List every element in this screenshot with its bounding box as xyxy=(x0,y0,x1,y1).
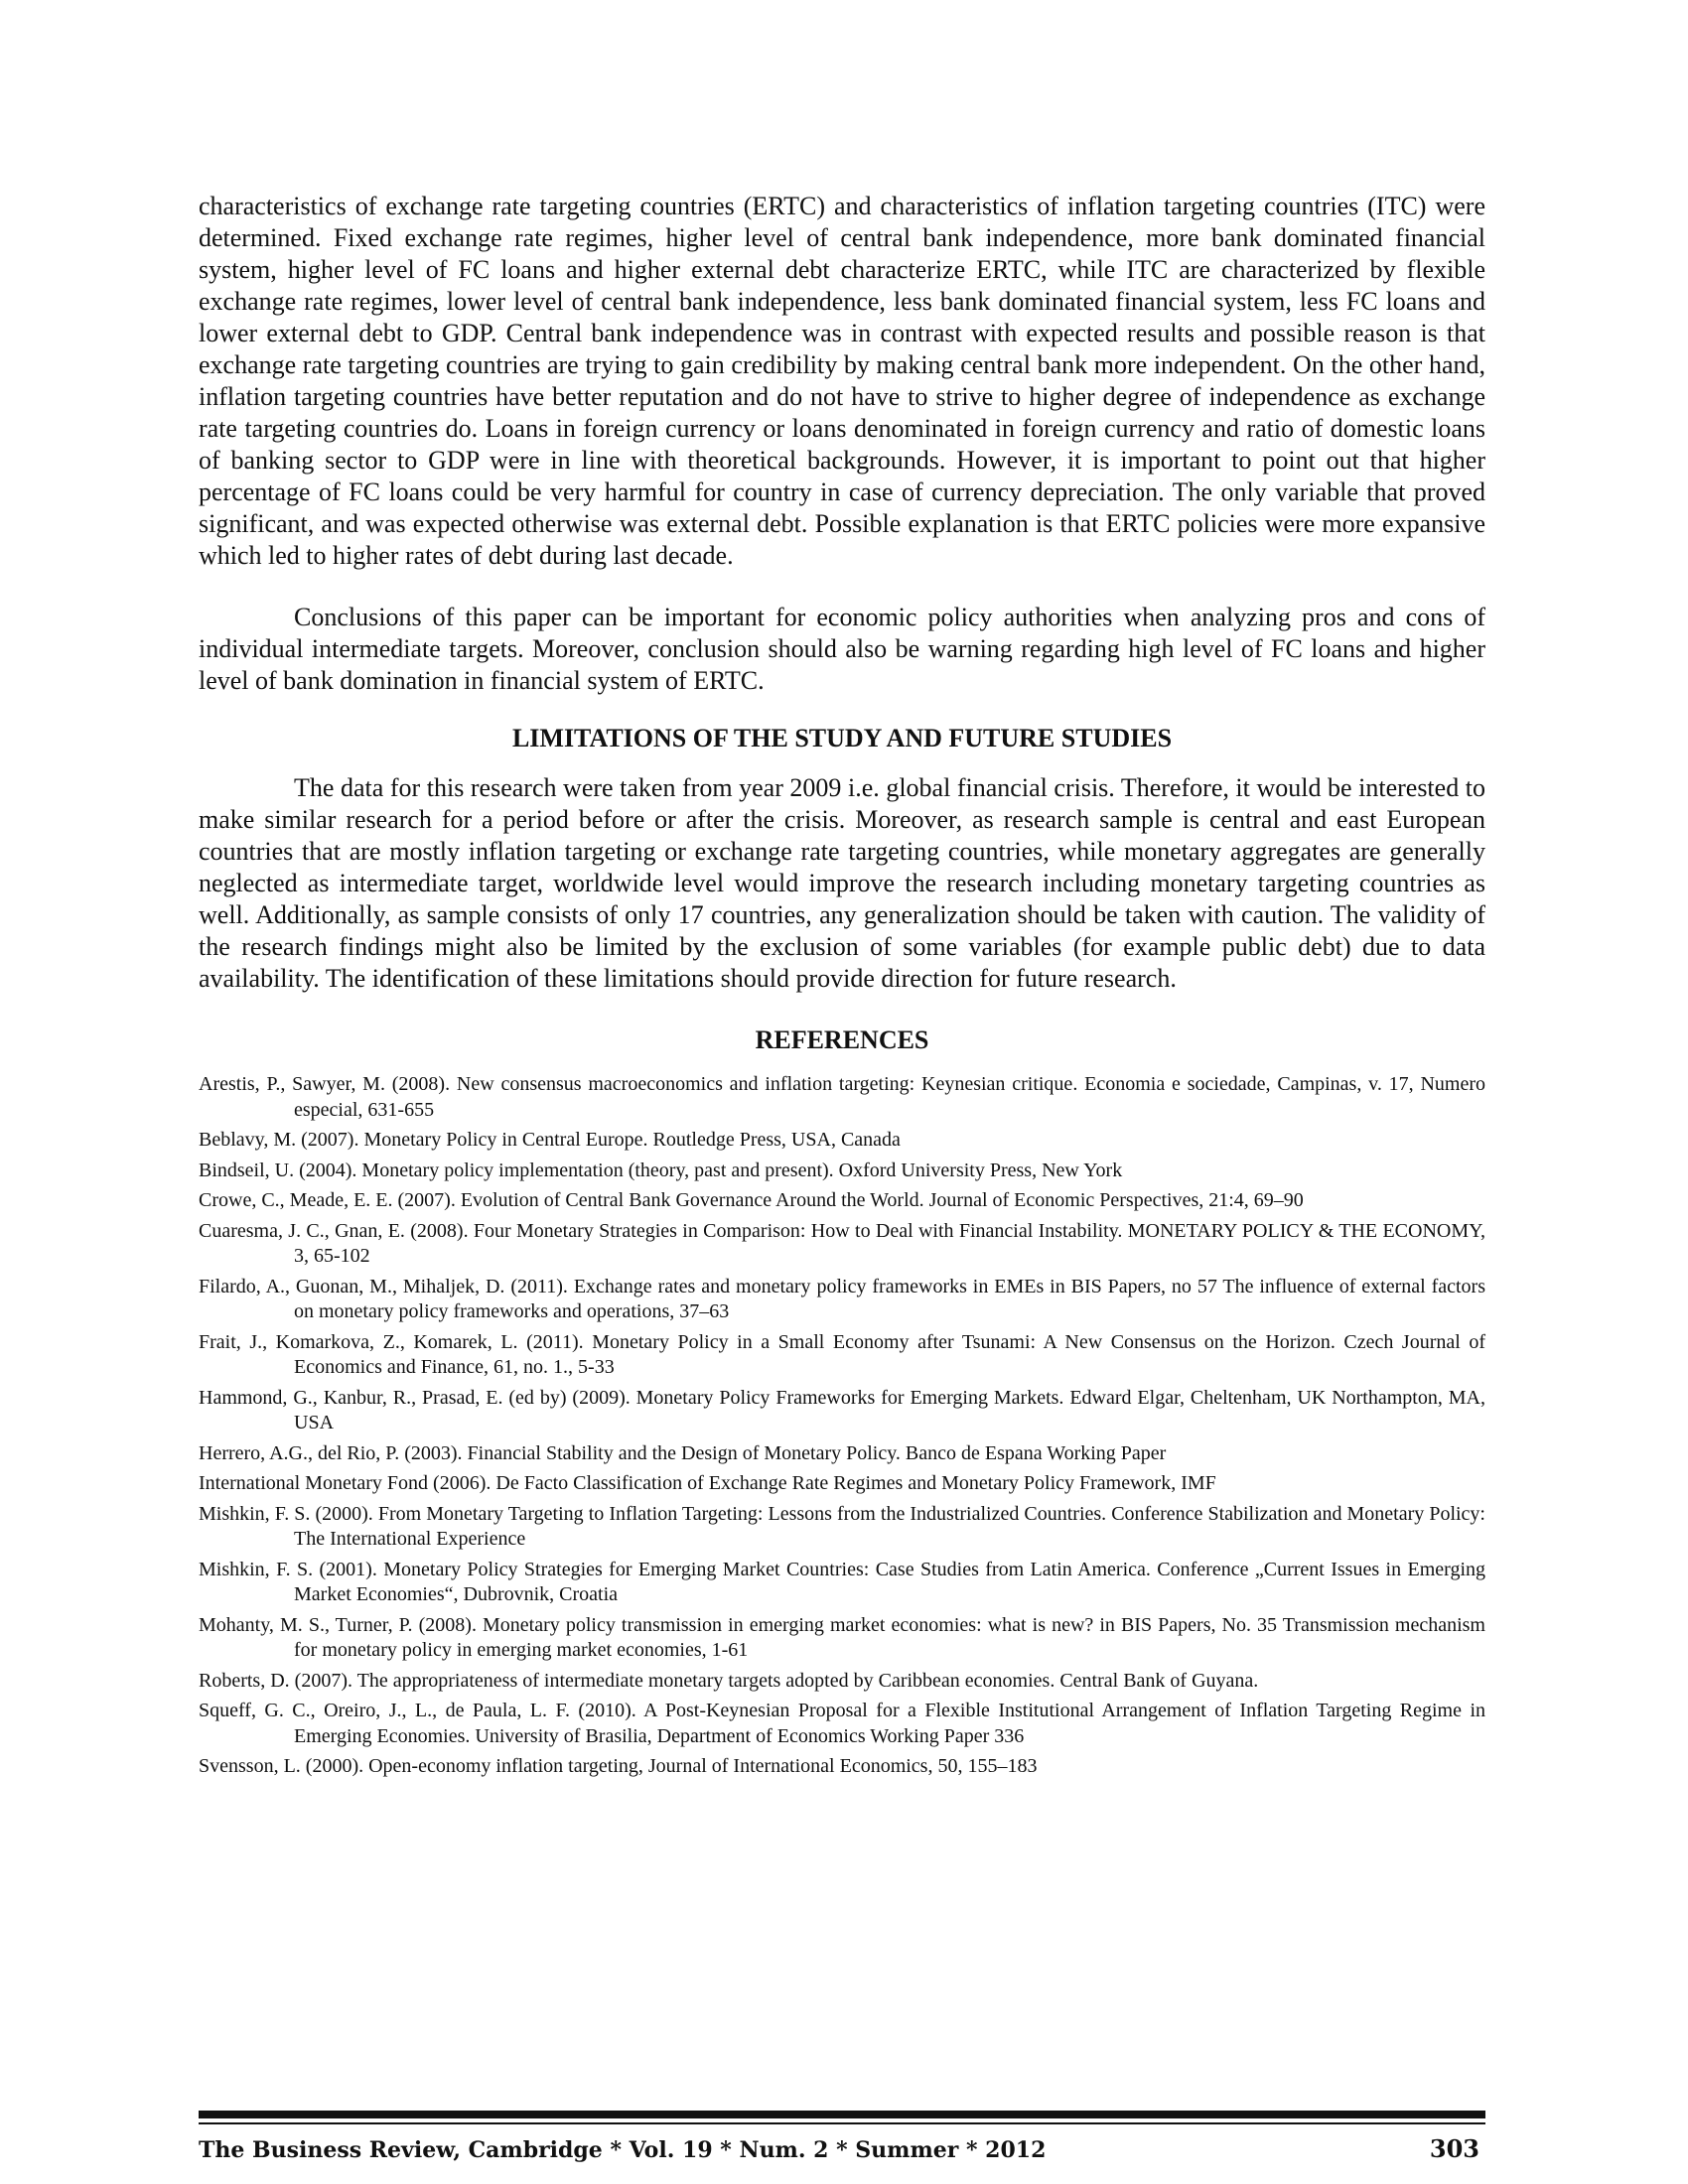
journal-citation: The Business Review, Cambridge * Vol. 19 * Num. 2 * Summer * 2012 xyxy=(199,2137,1047,2163)
reference-item: Mohanty, M. S., Turner, P. (2008). Monetary policy transmission in emerging market economies: what is new? in BIS Papers, No. 35 Transmission mechanism for monetary policy in emerging market economies, 1-61 xyxy=(199,1613,1485,1661)
paragraph-conclusions-policy: Conclusions of this paper can be important for economic policy authorities when analyzing pros and cons of individual intermediate targets. Moreover, conclusion should also be warning regarding high level of FC loans and higher level of bank domination in financial system of ERTC. xyxy=(199,603,1485,695)
reference-item: Arestis, P., Sawyer, M. (2008). New consensus macroeconomics and inflation targeting: Keynesian critique. Economia e sociedade, Campinas, v. 17, Numero especial, 631-655 xyxy=(199,1073,1485,1121)
reference-item: Bindseil, U. (2004). Monetary policy implementation (theory, past and present). Oxford University Press, New York xyxy=(199,1159,1123,1181)
footer-rule-thick xyxy=(199,2111,1485,2118)
section-heading-limitations: LIMITATIONS OF THE STUDY AND FUTURE STUDIES xyxy=(511,724,1173,752)
reference-item: Hammond, G., Kanbur, R., Prasad, E. (ed by) (2009). Monetary Policy Frameworks for Emerging Markets. Edward Elgar, Cheltenham, UK Northampton, MA, USA xyxy=(199,1386,1485,1433)
paragraph-conclusions-summary: characteristics of exchange rate targeting countries (ERTC) and characteristics of inflation targeting countries (ITC) were determined. Fixed exchange rate regimes, higher level of central bank independence, more bank dominated financial system, higher level of FC loans and higher external debt characterize ERTC, while ITC are characterized by flexible exchange rate regimes, lower level of central bank independence, less bank dominated financial system, less FC loans and lower external debt to GDP. Central bank independence was in contrast with expected results and possible reason is that exchange rate targeting countries are trying to gain credibility by making central bank more independent. On the other hand, inflation targeting countries have better reputation and do not have to strive to higher degree of independence as exchange rate targeting countries do. Loans in foreign currency or loans denominated in foreign currency and ratio of domestic loans of banking sector to GDP were in line with theoretical backgrounds. However, it is important to point out that higher percentage of FC loans could be very harmful for country in case of currency depreciation. The only variable that proved significant, and was expected otherwise was external debt. Possible explanation is that ERTC policies were more expansive which led to higher rates of debt during last decade. xyxy=(199,192,1485,570)
reference-item: Roberts, D. (2007). The appropriateness of intermediate monetary targets adopted by Caribbean economies. Central Bank of Guyana. xyxy=(199,1669,1259,1692)
reference-item: Squeff, G. C., Oreiro, J., L., de Paula, L. F. (2010). A Post-Keynesian Proposal for a Flexible Institutional Arrangement of Inflation Targeting Regime in Emerging Economies. University of Brasilia, Department of Economics Working Paper 336 xyxy=(199,1700,1485,1747)
reference-item: Mishkin, F. S. (2001). Monetary Policy Strategies for Emerging Market Countries: Case Studies from Latin America. Conference „Current Issues in Emerging Market Economies“, Dubrovnik, Croatia xyxy=(199,1558,1485,1605)
reference-item: Svensson, L. (2000). Open-economy inflation targeting, Journal of International Economics, 50, 155–183 xyxy=(199,1755,1038,1777)
reference-item: Cuaresma, J. C., Gnan, E. (2008). Four Monetary Strategies in Comparison: How to Deal with Financial Instability. MONETARY POLICY & THE ECONOMY, 3, 65-102 xyxy=(199,1219,1485,1267)
reference-item: International Monetary Fond (2006). De Facto Classification of Exchange Rate Regimes and Monetary Policy Framework, IMF xyxy=(199,1472,1216,1494)
footer-rule-thin xyxy=(199,2122,1485,2124)
reference-list xyxy=(199,1072,1485,1780)
reference-item: Crowe, C., Meade, E. E. (2007). Evolution of Central Bank Governance Around the World. Journal of Economic Perspectives, 21:4, 69–90 xyxy=(199,1189,1304,1211)
section-heading-references: REFERENCES xyxy=(755,1025,929,1054)
page-footer xyxy=(199,2111,1485,2163)
page-body xyxy=(199,191,1485,1785)
paragraph-limitations: The data for this research were taken from year 2009 i.e. global financial crisis. Therefore, it would be interested to make similar research for a period before or after the crisis. Moreover, as research sample is central and east European countries that are mostly inflation targeting or exchange rate targeting countries, while monetary aggregates are generally neglected as intermediate target, worldwide level would improve the research including monetary targeting countries as well. Additionally, as sample consists of only 17 countries, any generalization should be taken with caution. The validity of the research findings might also be limited by the exclusion of some variables (for example public debt) due to data availability. The identification of these limitations should provide direction for future research. xyxy=(199,773,1485,993)
reference-item: Herrero, A.G., del Rio, P. (2003). Financial Stability and the Design of Monetary Policy. Banco de Espana Working Paper xyxy=(199,1441,1167,1464)
reference-item: Filardo, A., Guonan, M., Mihaljek, D. (2011). Exchange rates and monetary policy frameworks in EMEs in BIS Papers, no 57 The influence of external factors on monetary policy frameworks and operations, 37–63 xyxy=(199,1275,1485,1322)
reference-item: Mishkin, F. S. (2000). From Monetary Targeting to Inflation Targeting: Lessons from the Industrialized Countries. Conference Stabilization and Monetary Policy: The International Experience xyxy=(199,1502,1485,1550)
reference-item: Beblavy, M. (2007). Monetary Policy in Central Europe. Routledge Press, USA, Canada xyxy=(199,1129,901,1151)
reference-item: Frait, J., Komarkova, Z., Komarek, L. (2011). Monetary Policy in a Small Economy after Tsunami: A New Consensus on the Horizon. Czech Journal of Economics and Finance, 61, no. 1., 5-33 xyxy=(199,1330,1485,1378)
page-number: 303 xyxy=(1429,2134,1479,2163)
footer-row xyxy=(199,2134,1485,2163)
